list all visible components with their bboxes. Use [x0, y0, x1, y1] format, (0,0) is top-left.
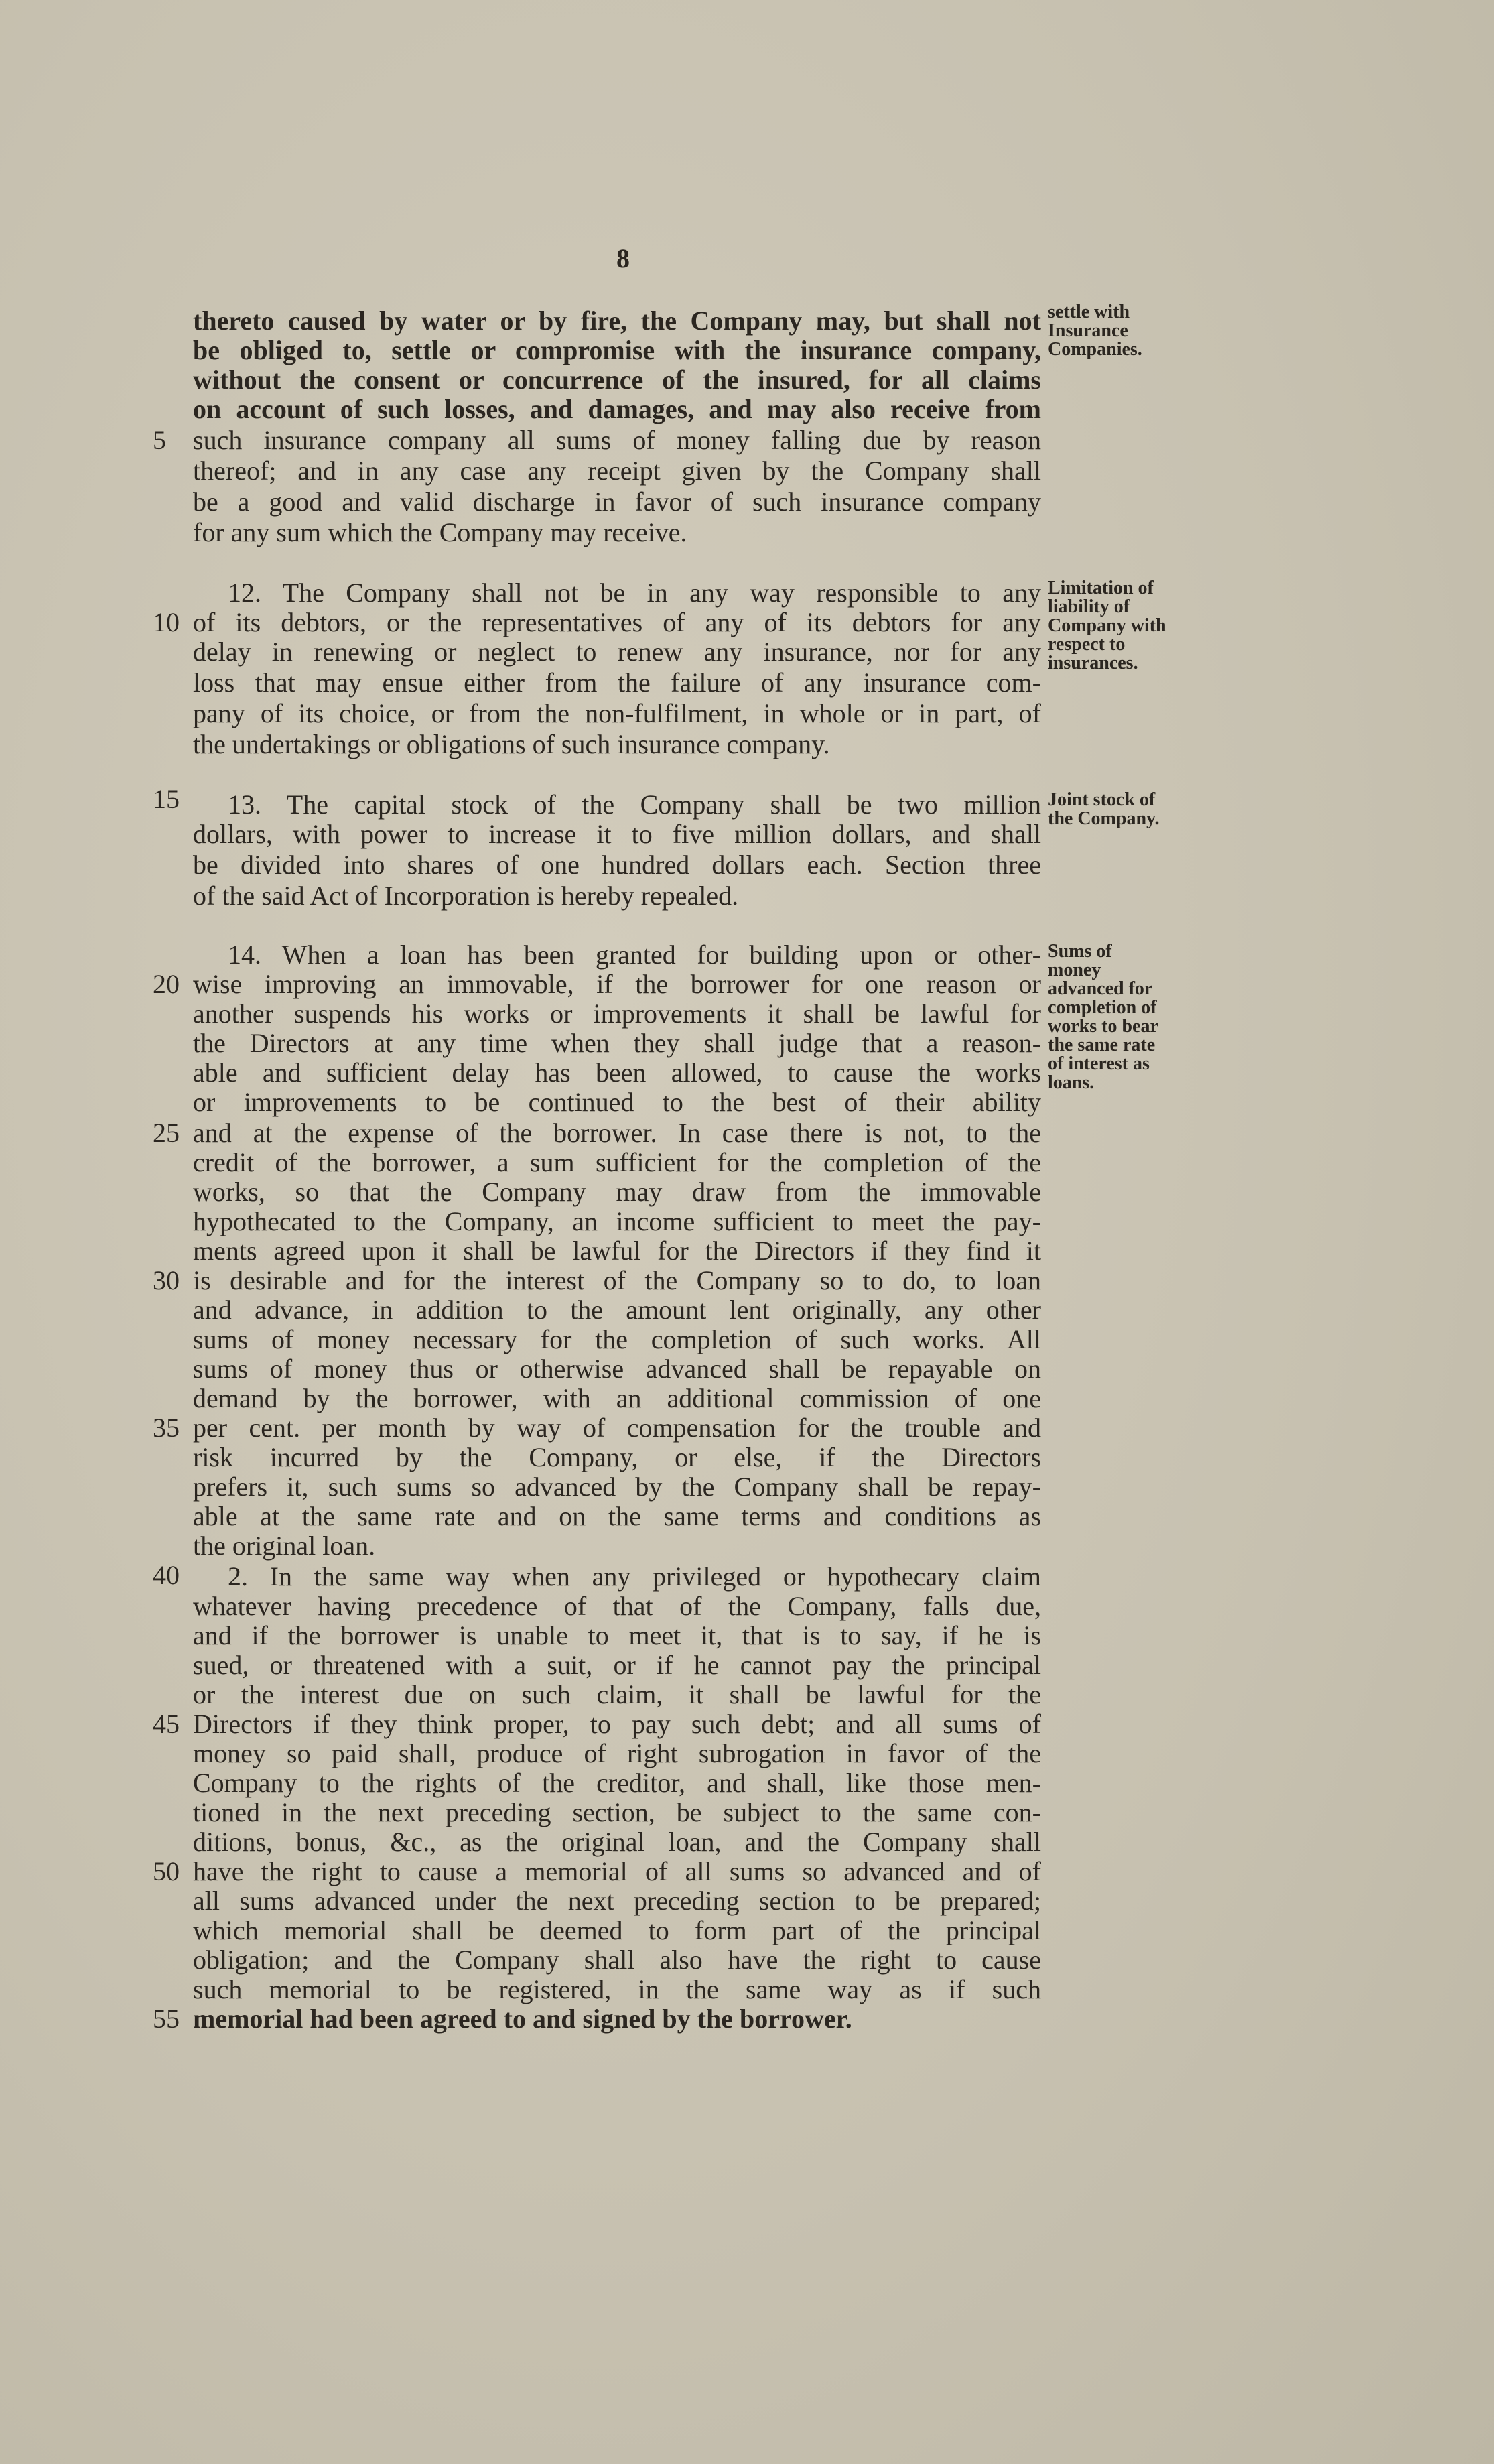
- note-line: settle with: [1048, 302, 1130, 322]
- text-line: the original loan.: [193, 1531, 376, 1561]
- text-line: Company to the rights of the creditor, and shall, like those men-: [193, 1768, 1041, 1798]
- text-line: be divided into shares of one hundred dollars each. Section three: [193, 850, 1041, 880]
- text-line: thereof; and in any case any receipt given by the Company shall: [193, 456, 1041, 486]
- line-number: 5: [153, 425, 166, 455]
- text-line: all sums advanced under the next preceding section to be prepared;: [193, 1886, 1041, 1916]
- text-line: be obliged to, settle or compromise with the insurance company,: [193, 335, 1041, 365]
- note-line: insurances.: [1048, 653, 1138, 673]
- text-line: for any sum which the Company may receive.: [193, 517, 687, 547]
- text-line: sued, or threatened with a suit, or if he cannot pay the principal: [193, 1650, 1041, 1680]
- text-line: or improvements to be continued to the best of their ability: [193, 1087, 1041, 1117]
- note-line: Limitation of: [1048, 578, 1154, 598]
- text-line: sums of money thus or otherwise advanced shall be repayable on: [193, 1354, 1041, 1384]
- text-line: of the said Act of Incorporation is hereby repealed.: [193, 881, 739, 911]
- marginal-note-section-13: [1048, 791, 1202, 828]
- text-line: whatever having precedence of that of the Company, falls due,: [193, 1591, 1041, 1621]
- note-line: the Company.: [1048, 808, 1160, 829]
- text-line: memorial had been agreed to and signed by the borrower.: [193, 2004, 852, 2034]
- text-line: and advance, in addition to the amount lent originally, any other: [193, 1295, 1041, 1325]
- line-number: 20: [153, 969, 180, 999]
- text-line: Directors if they think proper, to pay such debt; and all sums of: [193, 1709, 1041, 1739]
- note-line: Companies.: [1048, 339, 1142, 360]
- line-number: 40: [153, 1560, 180, 1590]
- note-line: Company with: [1048, 615, 1166, 636]
- text-line: able and sufficient delay has been allowed, to cause the works: [193, 1057, 1041, 1088]
- note-line: liability of: [1048, 596, 1130, 617]
- text-line: the Directors at any time when they shall judge that a reason-: [193, 1028, 1041, 1058]
- text-line: able at the same rate and on the same terms and conditions as: [193, 1501, 1041, 1531]
- text-line: sums of money necessary for the completion of such works. All: [193, 1324, 1041, 1354]
- text-line: works, so that the Company may draw from the immovable: [193, 1177, 1041, 1207]
- text-line: 12. The Company shall not be in any way responsible to any: [228, 578, 1041, 608]
- note-line: Sums of: [1048, 941, 1112, 962]
- text-line: have the right to cause a memorial of all sums so advanced and of: [193, 1856, 1041, 1886]
- marginal-note-section-11: [1048, 303, 1202, 359]
- text-line: such insurance company all sums of money falling due by reason: [193, 425, 1041, 455]
- text-line: ments agreed upon it shall be lawful for the Directors if they find it: [193, 1236, 1041, 1266]
- text-line: demand by the borrower, with an additional commission of one: [193, 1383, 1041, 1413]
- note-line: Insurance: [1048, 320, 1128, 341]
- line-number: 45: [153, 1709, 180, 1739]
- line-number: 50: [153, 1856, 180, 1886]
- text-line: the undertakings or obligations of such insurance company.: [193, 729, 830, 759]
- line-number: 35: [153, 1413, 180, 1443]
- note-line: the same rate: [1048, 1035, 1156, 1055]
- text-line: money so paid shall, produce of right subrogation in favor of the: [193, 1738, 1041, 1768]
- note-line: respect to: [1048, 634, 1126, 655]
- text-line: hypothecated to the Company, an income sufficient to meet the pay-: [193, 1206, 1041, 1236]
- text-line: on account of such losses, and damages, and may also receive from: [193, 394, 1041, 424]
- line-number: 10: [153, 607, 180, 637]
- text-line: 13. The capital stock of the Company shall be two million: [228, 789, 1041, 820]
- line-number: 30: [153, 1265, 180, 1295]
- text-line: dollars, with power to increase it to five million dollars, and shall: [193, 819, 1041, 849]
- text-line: and at the expense of the borrower. In case there is not, to the: [193, 1118, 1041, 1148]
- text-line: obligation; and the Company shall also have the right to cause: [193, 1945, 1041, 1975]
- text-line: pany of its choice, or from the non-fulfilment, in whole or in part, of: [193, 698, 1041, 728]
- text-line: prefers it, such sums so advanced by the Company shall be repay-: [193, 1472, 1041, 1502]
- text-line: thereto caused by water or by fire, the Company may, but shall not: [193, 306, 1041, 336]
- text-line: loss that may ensue either from the failure of any insurance com-: [193, 667, 1041, 698]
- line-number: 25: [153, 1118, 180, 1148]
- text-line: or the interest due on such claim, it shall be lawful for the: [193, 1679, 1041, 1709]
- text-line: 2. In the same way when any privileged or hypothecary claim: [228, 1561, 1041, 1592]
- text-line: of its debtors, or the representatives of any of its debtors for any: [193, 607, 1041, 637]
- text-line: 14. When a loan has been granted for building upon or other-: [228, 939, 1041, 970]
- note-line: money: [1048, 960, 1101, 980]
- marginal-note-section-12: [1048, 579, 1202, 673]
- note-line: Joint stock of: [1048, 789, 1156, 810]
- text-line: credit of the borrower, a sum sufficient for the completion of the: [193, 1147, 1041, 1177]
- line-number: 55: [153, 2004, 180, 2034]
- note-line: of interest as: [1048, 1053, 1150, 1074]
- text-line: ditions, bonus, &c., as the original loan, and the Company shall: [193, 1827, 1041, 1857]
- note-line: loans.: [1048, 1072, 1095, 1093]
- note-line: advanced for: [1048, 978, 1153, 999]
- text-line: another suspends his works or improvements it shall be lawful for: [193, 998, 1041, 1029]
- text-line: and if the borrower is unable to meet it, that is to say, if he is: [193, 1620, 1041, 1650]
- text-line: be a good and valid discharge in favor of such insurance company: [193, 487, 1041, 517]
- text-line: which memorial shall be deemed to form part of the principal: [193, 1915, 1041, 1945]
- text-line: is desirable and for the interest of the Company so to do, to loan: [193, 1265, 1041, 1295]
- text-line: tioned in the next preceding section, be subject to the same con-: [193, 1797, 1041, 1827]
- text-line: wise improving an immovable, if the borrower for one reason or: [193, 969, 1041, 999]
- note-line: works to bear: [1048, 1016, 1158, 1037]
- text-line: without the consent or concurrence of the insured, for all claims: [193, 365, 1041, 395]
- text-line: such memorial to be registered, in the same way as if such: [193, 1974, 1041, 2004]
- marginal-note-section-14: [1048, 942, 1202, 1092]
- note-line: completion of: [1048, 997, 1157, 1018]
- text-line: delay in renewing or neglect to renew any insurance, nor for any: [193, 637, 1041, 667]
- line-number: 15: [153, 784, 180, 814]
- text-line: risk incurred by the Company, or else, if the Directors: [193, 1442, 1041, 1472]
- text-line: per cent. per month by way of compensation for the trouble and: [193, 1413, 1041, 1443]
- page-number: 8: [616, 243, 630, 273]
